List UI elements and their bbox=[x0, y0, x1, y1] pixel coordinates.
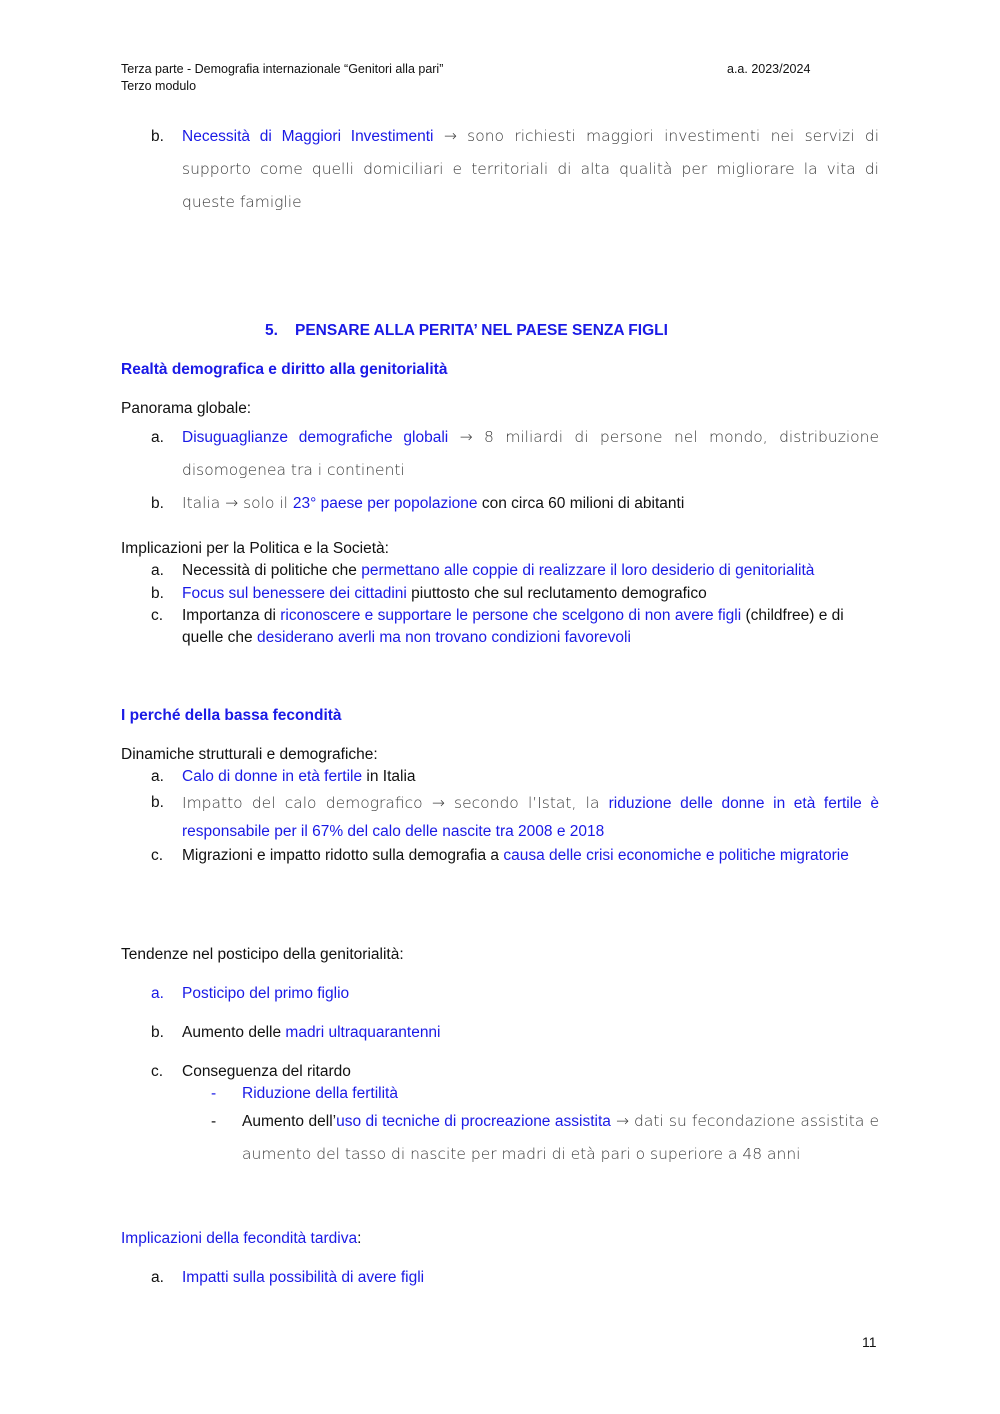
header-module: Terzo modulo bbox=[121, 79, 197, 93]
highlight-text: Impatti sulla possibilità di avere figli bbox=[182, 1269, 425, 1286]
list-label: a. bbox=[151, 429, 164, 446]
highlight-text: Necessità di Maggiori Investimenti bbox=[182, 128, 434, 145]
list-text bbox=[182, 983, 879, 1005]
list-label: b. bbox=[151, 128, 164, 145]
list-label: a. bbox=[151, 768, 164, 785]
list-label: a. bbox=[151, 1269, 164, 1286]
section-title-text: PENSARE ALLA PERITA’ NEL PAESE SENZA FIGLI bbox=[295, 322, 668, 339]
page-number: 11 bbox=[862, 1334, 877, 1350]
body-text: Necessità di politiche che bbox=[182, 562, 362, 579]
highlight-text: Disuguaglianze demografiche globali bbox=[182, 429, 449, 446]
body-text: piuttosto che sul reclutamento demografico bbox=[406, 585, 707, 602]
section-title bbox=[265, 320, 668, 342]
dash-marker: - bbox=[211, 1085, 217, 1102]
list-label: a. bbox=[151, 562, 164, 579]
list-text bbox=[182, 120, 879, 219]
list-label: a. bbox=[151, 985, 164, 1002]
body-text: con circa 60 milioni di abitanti bbox=[477, 495, 685, 512]
paragraph-label bbox=[121, 1228, 361, 1250]
list-text bbox=[182, 766, 879, 788]
highlight-text: Posticipo del primo figlio bbox=[182, 985, 350, 1002]
highlight-text: permettano alle coppie di realizzare il loro desiderio di genitorialità bbox=[361, 562, 815, 579]
list-item bbox=[151, 120, 879, 211]
list-text bbox=[242, 1105, 879, 1171]
list-text bbox=[182, 789, 879, 846]
body-text: Italia → solo il bbox=[182, 494, 293, 512]
header-academic-year: a.a. 2023/2024 bbox=[727, 62, 811, 76]
body-text: → sono richiesti maggiori investimenti nei servizi di supporto come quelli domiciliari e territoriali di alta qualità per migliorare la vita di queste famiglie bbox=[182, 127, 879, 211]
subheading-perche: I perché della bassa fecondità bbox=[121, 707, 342, 724]
body-text: → dati su fecondazione assistita e aumento del tasso di nascite per madri di età pari o superiore a 48 anni bbox=[242, 1112, 880, 1163]
subheading-realta: Realtà demografica e diritto alla genitorialità bbox=[121, 361, 448, 378]
running-header-left bbox=[121, 61, 443, 95]
body-text: Migrazioni e impatto ridotto sulla demografia a bbox=[182, 847, 504, 864]
highlight-text: Focus sul benessere dei cittadini bbox=[182, 585, 407, 602]
list-text bbox=[182, 605, 879, 649]
highlight-text: desiderano averli ma non trovano condizioni favorevoli bbox=[256, 629, 631, 646]
list-label: b. bbox=[151, 1024, 164, 1041]
list-label: c. bbox=[151, 607, 164, 624]
highlight-text: riduzione delle donne in età fertile è responsabile per il 67% del calo delle nascite tra 2008 e 2018 bbox=[182, 795, 879, 840]
paragraph-label: Tendenze nel posticipo della genitorialità: bbox=[121, 946, 404, 963]
list-text: Conseguenza del ritardo bbox=[182, 1063, 351, 1080]
highlight-text: Calo di donne in età fertile bbox=[182, 768, 363, 785]
body-text: Aumento dell’ bbox=[242, 1113, 337, 1130]
list-label: b. bbox=[151, 794, 164, 811]
highlight-text: Implicazioni della fecondità tardiva bbox=[121, 1230, 358, 1247]
paragraph-label: Implicazioni per la Politica e la Società: bbox=[121, 540, 389, 557]
body-text: (childfree) e di quelle che bbox=[182, 607, 844, 646]
body-text: Aumento delle bbox=[182, 1024, 286, 1041]
list-text bbox=[182, 421, 879, 487]
highlight-text: 23° paese per popolazione bbox=[292, 495, 478, 512]
list-text bbox=[182, 1022, 879, 1044]
header-course-title: Terza parte - Demografia internazionale “Genitori alla pari” bbox=[121, 62, 444, 76]
list-label: c. bbox=[151, 1063, 164, 1080]
paragraph-label: Panorama globale: bbox=[121, 400, 252, 417]
list-text bbox=[182, 844, 879, 867]
body-text: → 8 miliardi di persone nel mondo, distribuzione disomogenea tra i continenti bbox=[182, 428, 879, 479]
list-text bbox=[242, 1083, 879, 1105]
list-text bbox=[182, 560, 879, 582]
highlight-text: riconoscere e supportare le persone che scelgono di non avere figli bbox=[280, 607, 742, 624]
highlight-text: causa delle crisi economiche e politiche migratorie bbox=[503, 847, 849, 864]
highlight-text: Riduzione della fertilità bbox=[242, 1085, 398, 1102]
body-text: Importanza di bbox=[182, 607, 281, 624]
body-text: : bbox=[357, 1230, 362, 1247]
list-label: b. bbox=[151, 585, 164, 602]
highlight-text: madri ultraquarantenni bbox=[285, 1024, 441, 1041]
highlight-text: uso di tecniche di procreazione assistita bbox=[336, 1113, 611, 1130]
section-number: 5. bbox=[265, 322, 278, 339]
body-text: in Italia bbox=[362, 768, 416, 785]
list-text bbox=[182, 1267, 879, 1289]
list-label: b. bbox=[151, 495, 164, 512]
dash-marker: - bbox=[211, 1113, 217, 1130]
body-text: Impatto del calo demografico → secondo l’Istat, la bbox=[182, 794, 609, 812]
list-text bbox=[182, 583, 879, 605]
list-text bbox=[182, 487, 879, 520]
paragraph-label: Dinamiche strutturali e demografiche: bbox=[121, 746, 378, 763]
list-label: c. bbox=[151, 847, 164, 864]
